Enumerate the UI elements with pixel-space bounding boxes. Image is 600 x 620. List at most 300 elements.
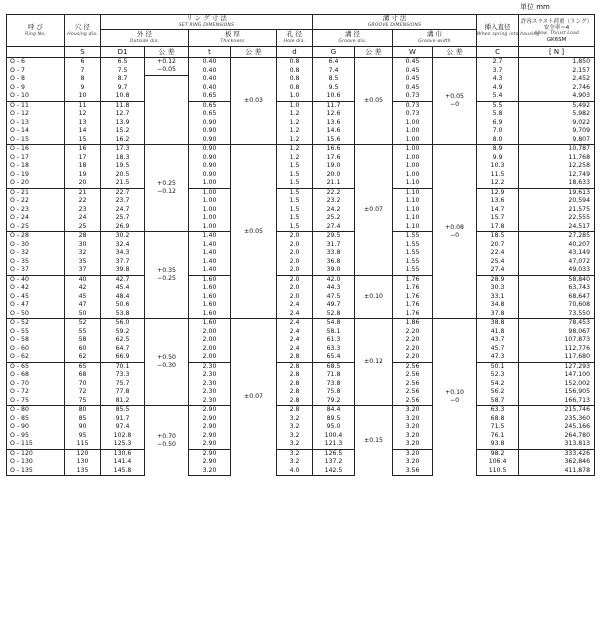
- ring-no: O - 75: [7, 397, 65, 406]
- hole-dia: 2.0: [277, 266, 313, 275]
- thickness: 0.90: [189, 171, 231, 180]
- thickness: 2.90: [189, 458, 231, 467]
- thrust-load: 18,633: [519, 179, 595, 188]
- outside-dia: 18.3: [101, 154, 145, 163]
- table-row: [7, 432, 595, 441]
- housing-dia: 45: [65, 293, 101, 302]
- groove-width: 1.76: [393, 301, 433, 310]
- insert-dia: 25.4: [477, 258, 519, 267]
- groove-dia: 25.2: [313, 214, 355, 223]
- insert-dia: 7.0: [477, 127, 519, 136]
- ring-no: O - 120: [7, 449, 65, 458]
- outside-dia: 56.0: [101, 319, 145, 328]
- table-row: [7, 275, 595, 284]
- hole-dia: 1.2: [277, 127, 313, 136]
- outside-dia: 42.7: [101, 275, 145, 284]
- thrust-load: 11,768: [519, 154, 595, 163]
- groove-dia: 63.3: [313, 345, 355, 354]
- ring-no: O - 15: [7, 136, 65, 145]
- hole-dia: 1.2: [277, 110, 313, 119]
- hole-dia: 3.2: [277, 458, 313, 467]
- insert-dia: 6.9: [477, 119, 519, 128]
- outside-dia: 59.2: [101, 328, 145, 337]
- thickness: 2.30: [189, 371, 231, 380]
- thickness: 1.00: [189, 179, 231, 188]
- thrust-load: 27,285: [519, 232, 595, 241]
- groove-dia: 68.5: [313, 362, 355, 371]
- outside-dia: 97.4: [101, 423, 145, 432]
- groove-dia: 11.7: [313, 101, 355, 110]
- groove-width: 1.55: [393, 232, 433, 241]
- insert-dia: 98.2: [477, 449, 519, 458]
- groove-dia: 61.3: [313, 336, 355, 345]
- housing-dia: 60: [65, 345, 101, 354]
- insert-dia: 68.8: [477, 415, 519, 424]
- insert-dia: 58.7: [477, 397, 519, 406]
- housing-dia: 9: [65, 84, 101, 93]
- hole-dia: 2.8: [277, 397, 313, 406]
- table-row: [7, 214, 595, 223]
- table-row: [7, 345, 595, 354]
- header-gwidth: 溝 巾 Groove width: [393, 30, 477, 47]
- outside-dia: 26.9: [101, 223, 145, 232]
- insert-dia: 2.7: [477, 58, 519, 67]
- thickness: 0.90: [189, 136, 231, 145]
- thrust-load: 215,746: [519, 406, 595, 415]
- insert-dia: 41.8: [477, 328, 519, 337]
- housing-dia: 120: [65, 449, 101, 458]
- outside-dia: 102.8: [101, 432, 145, 441]
- housing-dia: 23: [65, 206, 101, 215]
- housing-dia: 58: [65, 336, 101, 345]
- thrust-load: 9,807: [519, 136, 595, 145]
- housing-dia: 6: [65, 58, 101, 67]
- thickness: 2.90: [189, 440, 231, 449]
- groove-width: 1.00: [393, 171, 433, 180]
- insert-dia: 50.1: [477, 362, 519, 371]
- ring-no: O - 9: [7, 84, 65, 93]
- insert-dia: 10.3: [477, 162, 519, 171]
- thickness: 2.30: [189, 388, 231, 397]
- outside-dia: 85.5: [101, 406, 145, 415]
- ring-no: O - 8: [7, 75, 65, 84]
- insert-dia: 63.3: [477, 406, 519, 415]
- insert-dia: 47.3: [477, 353, 519, 362]
- ring-no: O - 32: [7, 249, 65, 258]
- ring-no: O - 16: [7, 145, 65, 154]
- groove-dia: 13.6: [313, 119, 355, 128]
- housing-dia: 12: [65, 110, 101, 119]
- groove-width: 1.10: [393, 214, 433, 223]
- housing-dia: 17: [65, 154, 101, 163]
- hole-dia: 2.0: [277, 293, 313, 302]
- table-header: [7, 15, 595, 58]
- thrust-load: 107,873: [519, 336, 595, 345]
- insert-dia: 20.7: [477, 241, 519, 250]
- thickness: 0.65: [189, 92, 231, 101]
- groove-dia: 75.8: [313, 388, 355, 397]
- thrust-load: 68,647: [519, 293, 595, 302]
- thrust-load: 9,022: [519, 119, 595, 128]
- thrust-load: 40,207: [519, 241, 595, 250]
- insert-dia: 27.4: [477, 266, 519, 275]
- header-groove: 溝 寸 法 GROOVE DIMENSIONS: [313, 15, 477, 30]
- hole-dia: 2.0: [277, 275, 313, 284]
- groove-width: 3.20: [393, 458, 433, 467]
- groove-dia-tolerance: ±0.12: [355, 319, 393, 406]
- outside-dia: 21.5: [101, 179, 145, 188]
- ring-no: O - 85: [7, 415, 65, 424]
- groove-dia: 8.5: [313, 75, 355, 84]
- hole-dia: 2.0: [277, 232, 313, 241]
- groove-width: 0.73: [393, 110, 433, 119]
- groove-width: 1.55: [393, 258, 433, 267]
- insert-dia: 5.5: [477, 101, 519, 110]
- hole-dia: 1.0: [277, 92, 313, 101]
- hole-dia: 1.5: [277, 197, 313, 206]
- outside-dia: 34.3: [101, 249, 145, 258]
- groove-dia-tolerance: ±0.10: [355, 275, 393, 319]
- header-hole: 穴 径 Housing dia.: [65, 15, 101, 47]
- ring-no: O - 55: [7, 328, 65, 337]
- insert-dia: 28.9: [477, 275, 519, 284]
- outside-dia-tolerance: +0.12 −0.05: [145, 58, 189, 76]
- ring-no: O - 11: [7, 101, 65, 110]
- groove-width: 1.76: [393, 293, 433, 302]
- groove-dia: 29.5: [313, 232, 355, 241]
- groove-width: 1.55: [393, 249, 433, 258]
- hole-dia: 3.2: [277, 449, 313, 458]
- insert-dia: 52.3: [477, 371, 519, 380]
- table-row: [7, 179, 595, 188]
- insert-dia: 54.2: [477, 380, 519, 389]
- thrust-load: 362,846: [519, 458, 595, 467]
- table-row: [7, 223, 595, 232]
- ring-no: O - 7: [7, 67, 65, 76]
- outside-dia: 141.4: [101, 458, 145, 467]
- thickness: 3.20: [189, 467, 231, 476]
- table-row: [7, 67, 595, 76]
- housing-dia: 52: [65, 319, 101, 328]
- insert-dia: 8.9: [477, 145, 519, 154]
- insert-dia: 17.8: [477, 223, 519, 232]
- outside-dia: 70.1: [101, 362, 145, 371]
- hole-dia: 1.5: [277, 214, 313, 223]
- groove-width: 3.20: [393, 415, 433, 424]
- table-row: [7, 310, 595, 319]
- thickness: 1.60: [189, 275, 231, 284]
- table-row: [7, 258, 595, 267]
- ring-no: O - 13: [7, 119, 65, 128]
- insert-dia: 13.6: [477, 197, 519, 206]
- housing-dia: 37: [65, 266, 101, 275]
- hole-dia: 0.8: [277, 84, 313, 93]
- groove-dia: 27.4: [313, 223, 355, 232]
- insert-dia: 5.8: [477, 110, 519, 119]
- thickness: 2.90: [189, 432, 231, 441]
- col-C: C: [477, 47, 519, 58]
- outside-dia: 50.6: [101, 301, 145, 310]
- outside-dia: 75.7: [101, 380, 145, 389]
- thickness: 1.60: [189, 284, 231, 293]
- groove-width: 1.10: [393, 188, 433, 197]
- thrust-load: 5,492: [519, 101, 595, 110]
- thickness: 1.40: [189, 232, 231, 241]
- thickness: 0.40: [189, 58, 231, 67]
- outside-dia: 20.5: [101, 171, 145, 180]
- groove-width-tolerance: +0.08 −0: [433, 145, 477, 319]
- outside-dia: 66.9: [101, 353, 145, 362]
- insert-dia: 38.8: [477, 319, 519, 328]
- groove-width: 1.00: [393, 119, 433, 128]
- hole-dia: 2.0: [277, 249, 313, 258]
- groove-width: 2.56: [393, 380, 433, 389]
- hole-dia: 2.8: [277, 362, 313, 371]
- outside-dia: 62.5: [101, 336, 145, 345]
- table-body: [7, 58, 595, 476]
- housing-dia: 95: [65, 432, 101, 441]
- hole-dia: 2.8: [277, 406, 313, 415]
- thickness: 1.40: [189, 258, 231, 267]
- housing-dia: 11: [65, 101, 101, 110]
- ring-no: O - 40: [7, 275, 65, 284]
- groove-width: 0.73: [393, 101, 433, 110]
- groove-dia-tolerance: ±0.05: [355, 58, 393, 145]
- table-row: [7, 232, 595, 241]
- hole-dia: 3.2: [277, 415, 313, 424]
- ring-no: O - 24: [7, 214, 65, 223]
- thrust-load: 2,157: [519, 67, 595, 76]
- groove-width: 2.56: [393, 388, 433, 397]
- thrust-load: 12,749: [519, 171, 595, 180]
- insert-dia: 14.7: [477, 206, 519, 215]
- ring-no: O - 12: [7, 110, 65, 119]
- groove-width: 1.76: [393, 284, 433, 293]
- insert-dia: 76.1: [477, 432, 519, 441]
- housing-dia: 28: [65, 232, 101, 241]
- col-N: [ N ]: [519, 47, 595, 58]
- outside-dia: 23.7: [101, 197, 145, 206]
- table-row: [7, 197, 595, 206]
- groove-width: 0.73: [393, 92, 433, 101]
- groove-width: 3.20: [393, 406, 433, 415]
- hole-dia: 4.0: [277, 467, 313, 476]
- table-row: [7, 119, 595, 128]
- insert-dia: 71.5: [477, 423, 519, 432]
- thickness: 2.30: [189, 397, 231, 406]
- thrust-load: 47,072: [519, 258, 595, 267]
- housing-dia: 13: [65, 119, 101, 128]
- hole-dia: 2.0: [277, 241, 313, 250]
- col-tol-groove: 公 差: [355, 47, 393, 58]
- hole-dia: 2.4: [277, 310, 313, 319]
- outside-dia: 81.2: [101, 397, 145, 406]
- thickness: 2.00: [189, 328, 231, 337]
- groove-width: 2.20: [393, 353, 433, 362]
- thrust-load: 1,850: [519, 58, 595, 67]
- groove-width: 3.56: [393, 467, 433, 476]
- housing-dia: 10: [65, 92, 101, 101]
- col-tol-od: 公 差: [145, 47, 189, 58]
- thrust-load: 245,166: [519, 423, 595, 432]
- table-row: [7, 206, 595, 215]
- ring-no: O - 6: [7, 58, 65, 67]
- table-row: [7, 188, 595, 197]
- outside-dia: 77.8: [101, 388, 145, 397]
- outside-dia: 19.5: [101, 162, 145, 171]
- thickness-tolerance: ±0.05: [231, 145, 277, 319]
- hole-dia: 2.0: [277, 258, 313, 267]
- groove-width: 1.10: [393, 223, 433, 232]
- hole-dia: 1.5: [277, 162, 313, 171]
- insert-dia: 18.5: [477, 232, 519, 241]
- groove-width: 1.55: [393, 241, 433, 250]
- col-d: d: [277, 47, 313, 58]
- housing-dia: 72: [65, 388, 101, 397]
- groove-width: 0.45: [393, 75, 433, 84]
- thickness: 1.60: [189, 301, 231, 310]
- housing-dia: 16: [65, 145, 101, 154]
- thrust-load: 58,840: [519, 275, 595, 284]
- hole-dia: 2.8: [277, 353, 313, 362]
- ring-no: O - 70: [7, 380, 65, 389]
- ring-no: O - 68: [7, 371, 65, 380]
- header-holed: 孔 径 Hole dia.: [277, 30, 313, 47]
- table-row: [7, 162, 595, 171]
- thickness-tolerance: ±0.03: [231, 58, 277, 145]
- ring-no: O - 60: [7, 345, 65, 354]
- hole-dia: 1.2: [277, 145, 313, 154]
- groove-dia: 84.4: [313, 406, 355, 415]
- groove-width: 1.10: [393, 179, 433, 188]
- thrust-load: 2,746: [519, 84, 595, 93]
- housing-dia: 90: [65, 423, 101, 432]
- thickness: 0.90: [189, 119, 231, 128]
- table-row: [7, 415, 595, 424]
- insert-dia: 9.9: [477, 154, 519, 163]
- outside-dia-tolerance: +0.25 −0.12: [145, 145, 189, 232]
- insert-dia: 43.7: [477, 336, 519, 345]
- ring-no: O - 30: [7, 241, 65, 250]
- thrust-load: 235,360: [519, 415, 595, 424]
- ring-no: O - 23: [7, 206, 65, 215]
- outside-dia: 25.7: [101, 214, 145, 223]
- col-blank: [7, 47, 65, 58]
- insert-dia: 93.8: [477, 440, 519, 449]
- thrust-load: 5,982: [519, 110, 595, 119]
- thrust-load: 10,787: [519, 145, 595, 154]
- outside-dia: 13.9: [101, 119, 145, 128]
- table-row: [7, 249, 595, 258]
- insert-dia: 22.4: [477, 249, 519, 258]
- table-row: [7, 293, 595, 302]
- thickness: 0.65: [189, 101, 231, 110]
- table-row: [7, 449, 595, 458]
- outside-dia: 30.2: [101, 232, 145, 241]
- thickness: 2.00: [189, 353, 231, 362]
- outside-dia: 6.5: [101, 58, 145, 67]
- outside-dia: 145.8: [101, 467, 145, 476]
- thickness: 2.00: [189, 345, 231, 354]
- ring-no: O - 95: [7, 432, 65, 441]
- thickness-tolerance: ±0.07: [231, 319, 277, 476]
- housing-dia: 40: [65, 275, 101, 284]
- ring-no: O - 72: [7, 388, 65, 397]
- groove-dia: 52.8: [313, 310, 355, 319]
- housing-dia: 55: [65, 328, 101, 337]
- table-row: [7, 171, 595, 180]
- groove-dia: 17.6: [313, 154, 355, 163]
- housing-dia: 7: [65, 67, 101, 76]
- ring-no: O - 37: [7, 266, 65, 275]
- table-row: [7, 301, 595, 310]
- hole-dia: 2.4: [277, 319, 313, 328]
- outside-dia: 22.7: [101, 188, 145, 197]
- groove-dia: 23.2: [313, 197, 355, 206]
- groove-dia: 12.6: [313, 110, 355, 119]
- table-row: [7, 388, 595, 397]
- groove-dia: 7.4: [313, 67, 355, 76]
- insert-dia: 4.9: [477, 84, 519, 93]
- groove-dia: 24.2: [313, 206, 355, 215]
- table-row: [7, 241, 595, 250]
- outside-dia: 7.5: [101, 67, 145, 76]
- outside-dia: 17.3: [101, 145, 145, 154]
- ring-no: O - 65: [7, 362, 65, 371]
- housing-dia: 42: [65, 284, 101, 293]
- outside-dia-tolerance: +0.35 −0.25: [145, 232, 189, 319]
- header-thick: 板 厚 Thickness: [189, 30, 277, 47]
- thrust-load: 12,258: [519, 162, 595, 171]
- housing-dia: 22: [65, 197, 101, 206]
- groove-width: 1.76: [393, 310, 433, 319]
- table-row: [7, 110, 595, 119]
- thrust-load: 70,608: [519, 301, 595, 310]
- col-G: G: [313, 47, 355, 58]
- table-row: [7, 353, 595, 362]
- col-S: S: [65, 47, 101, 58]
- unit-label: 単位 mm: [520, 3, 550, 11]
- groove-width: 0.45: [393, 67, 433, 76]
- thrust-load: 152,002: [519, 380, 595, 389]
- col-tol-width: 公 差: [433, 47, 477, 58]
- thickness: 0.40: [189, 84, 231, 93]
- hole-dia: 2.8: [277, 388, 313, 397]
- groove-width: 2.20: [393, 328, 433, 337]
- housing-dia: 15: [65, 136, 101, 145]
- outside-dia: 16.2: [101, 136, 145, 145]
- insert-dia: 12.9: [477, 188, 519, 197]
- thrust-load: 127,293: [519, 362, 595, 371]
- insert-dia: 5.4: [477, 92, 519, 101]
- housing-dia: 47: [65, 301, 101, 310]
- outside-dia-tolerance: +0.70 −0.50: [145, 406, 189, 476]
- hole-dia: 1.5: [277, 179, 313, 188]
- groove-dia: 39.0: [313, 266, 355, 275]
- col-W: W: [393, 47, 433, 58]
- groove-width: 1.10: [393, 197, 433, 206]
- groove-dia: 19.0: [313, 162, 355, 171]
- thickness: 1.00: [189, 206, 231, 215]
- outside-dia: 130.6: [101, 449, 145, 458]
- groove-width: 2.56: [393, 397, 433, 406]
- table-row: [7, 75, 595, 84]
- table-row: [7, 319, 595, 328]
- groove-dia: 58.1: [313, 328, 355, 337]
- groove-width: 0.45: [393, 84, 433, 93]
- groove-dia-tolerance: ±0.15: [355, 406, 393, 476]
- thrust-load: 78,453: [519, 319, 595, 328]
